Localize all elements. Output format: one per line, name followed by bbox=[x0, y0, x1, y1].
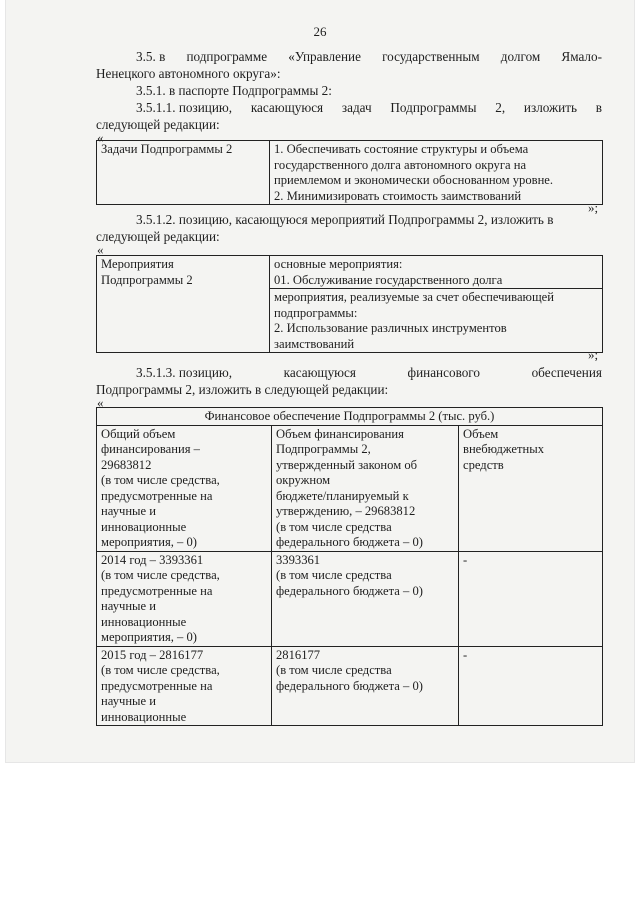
paragraph-3-5-1-2-cont: следующей редакции: bbox=[96, 229, 220, 244]
close-quote-1: »; bbox=[588, 200, 599, 215]
close-quote-2: »; bbox=[588, 347, 599, 362]
paragraph-3-5-cont: Ненецкого автономного округа»: bbox=[96, 66, 281, 81]
table-row bbox=[97, 551, 603, 646]
paragraph-3-5-1-3-cont: Подпрограммы 2, изложить в следующей редакции: bbox=[96, 382, 389, 397]
paragraph-3-5-1-3: 3.5.1.3. позицию, касающуюся финансового обеспечения bbox=[136, 365, 602, 380]
row-2015-total: 2015 год – 2816177 (в том числе средства, предусмотренные на научные и инновационные bbox=[97, 646, 272, 726]
paragraph-3-5-1-2: 3.5.1.2. позицию, касающуюся мероприятий Подпрограммы 2, изложить в bbox=[136, 212, 554, 227]
header-approved: Объем финансирования Подпрограммы 2, утвержденный законом об окружном бюджете/планируемый к утверждению, – 29683812 (в том числе средства федерального бюджета – 0) bbox=[272, 425, 459, 551]
header-total: Общий объем финансирования – 29683812 (в том числе средства, предусмотренные на научные и инновационные мероприятия, – 0) bbox=[97, 425, 272, 551]
tasks-label: Задачи Подпрограммы 2 bbox=[97, 141, 270, 205]
open-quote-2: « bbox=[97, 242, 104, 257]
paragraph-3-5-1-1-cont: следующей редакции: bbox=[96, 117, 220, 132]
open-quote: « bbox=[97, 130, 104, 145]
paragraph-3-5: 3.5. в подпрограмме «Управление государственным долгом Ямало- bbox=[136, 49, 602, 64]
measures-table bbox=[96, 255, 603, 353]
open-quote-3: « bbox=[97, 395, 104, 410]
finance-caption: Финансовое обеспечение Подпрограммы 2 (тыс. руб.) bbox=[97, 408, 603, 426]
row-2015-approved: 2816177 (в том числе средства федерального бюджета – 0) bbox=[272, 646, 459, 726]
paragraph-3-5-1-1: 3.5.1.1. позицию, касающуюся задач Подпрограммы 2, изложить в bbox=[136, 100, 602, 115]
row-2014-approved: 3393361 (в том числе средства федерального бюджета – 0) bbox=[272, 551, 459, 646]
tasks-table bbox=[96, 140, 603, 205]
table-row bbox=[97, 646, 603, 726]
page-number: 26 bbox=[313, 24, 327, 39]
row-2014-total: 2014 год – 3393361 (в том числе средства, предусмотренные на научные и инновационные мероприятия, – 0) bbox=[97, 551, 272, 646]
finance-table bbox=[96, 407, 603, 726]
measures-extra: мероприятия, реализуемые за счет обеспечивающей подпрограммы: 2. Использование различных инструментов заимствований bbox=[270, 289, 603, 353]
tasks-content: 1. Обеспечивать состояние структуры и объема государственного долга автономного округа на приемлемом и экономически обоснованном уровне. 2. Минимизировать стоимость заимствований bbox=[270, 141, 603, 205]
paragraph-3-5-1: 3.5.1. в паспорте Подпрограммы 2: bbox=[136, 83, 332, 98]
row-2014-offbudget: - bbox=[459, 551, 603, 646]
row-2015-offbudget: - bbox=[459, 646, 603, 726]
measures-label: Мероприятия Подпрограммы 2 bbox=[97, 256, 270, 353]
measures-main: основные мероприятия: 01. Обслуживание государственного долга bbox=[270, 256, 603, 289]
header-offbudget: Объем внебюджетных средств bbox=[459, 425, 603, 551]
